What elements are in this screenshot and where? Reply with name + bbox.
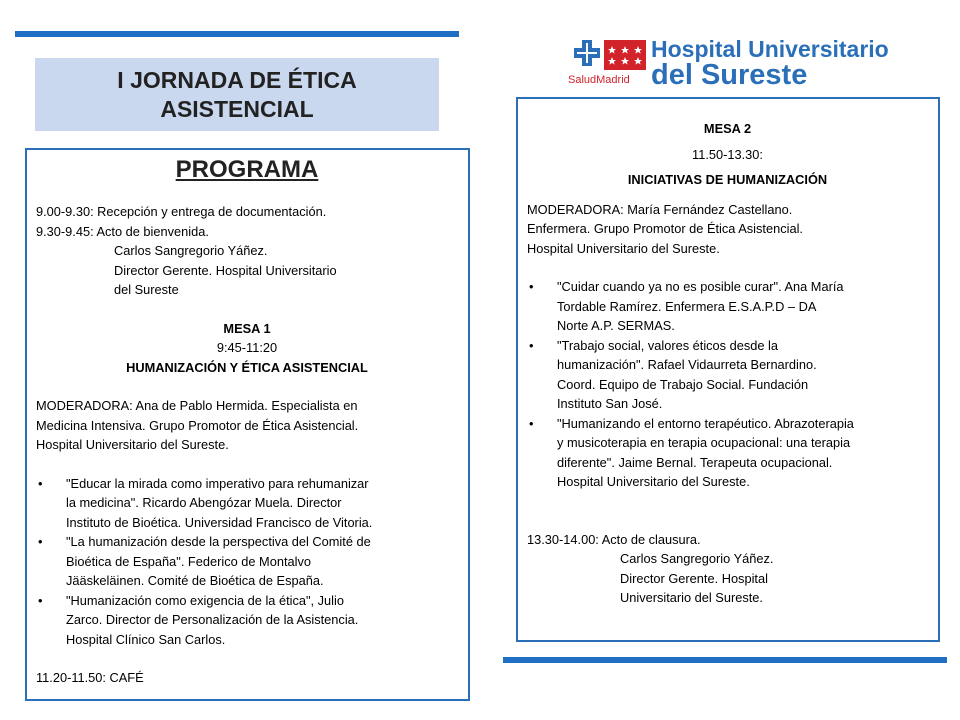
event-title	[35, 58, 439, 131]
welcome-speaker-name: Carlos Sangregorio Yáñez.	[114, 243, 268, 258]
hospital-name-line1: Hospital Universitario	[651, 36, 889, 62]
talk-line: Instituto San José.	[557, 396, 663, 411]
event-title-line2: ASISTENCIAL	[160, 95, 314, 122]
closing-item: 13.30-14.00: Acto de clausura.	[527, 531, 701, 547]
closing-speaker-role: Director Gerente. Hospital	[620, 570, 768, 586]
mesa2-theme: INICIATIVAS DE HUMANIZACIÓN	[627, 172, 828, 187]
bullet: •	[529, 415, 534, 431]
talk-line: "Humanización como exigencia de la ética", Julio	[66, 592, 344, 608]
talk-line: "Educar la mirada como imperativo para rehumanizar	[66, 475, 369, 491]
program-panel-left	[25, 148, 470, 701]
hospital-logo	[568, 36, 898, 92]
schedule-item-reception: 9.00-9.30: Recepción y entrega de documentación.	[36, 204, 327, 219]
mesa1-title: MESA 1	[223, 320, 271, 336]
program-heading: PROGRAMA	[175, 156, 319, 183]
welcome-speaker-role: Director Gerente. Hospital Universitario	[114, 262, 337, 278]
mesa1-time: 9:45-11:20	[216, 340, 278, 355]
mesa2-time: 11.50-13.30:	[692, 146, 763, 162]
hospital-name-line2: del Sureste	[651, 59, 808, 91]
bullet: •	[38, 534, 43, 549]
list-item	[527, 414, 928, 492]
mesa1-moderator-line2: Medicina Intensiva. Grupo Promotor de Ética Asistencial.	[36, 417, 359, 433]
bullet: •	[529, 279, 534, 294]
program-panel-right	[516, 97, 940, 642]
mesa1-theme: HUMANIZACIÓN Y ÉTICA ASISTENCIAL	[126, 359, 368, 375]
talk-line: humanización". Rafael Vidaurreta Bernardino.	[557, 357, 817, 372]
list-item	[36, 591, 458, 650]
mesa1-talk-list	[36, 474, 458, 650]
mesa2-moderator-line1: MODERADORA: María Fernández Castellano.	[527, 201, 793, 217]
schedule-item-welcome: 9.30-9.45: Acto de bienvenida.	[36, 223, 209, 239]
list-item	[527, 277, 928, 336]
list-item	[36, 532, 458, 591]
mesa2-moderator-line2: Enfermera. Grupo Promotor de Ética Asistencial.	[527, 221, 803, 236]
talk-line: Hospital Universitario del Sureste.	[557, 474, 750, 489]
mesa1-moderator-line1: MODERADORA: Ana de Pablo Hermida. Especialista en	[36, 398, 358, 413]
talk-line: "La humanización desde la perspectiva del Comité de	[66, 534, 371, 549]
talk-line: Bioética de España". Federico de Montalvo	[66, 553, 311, 569]
coffee-break: 11.20-11.50: CAFÉ	[36, 670, 144, 685]
talk-line: "Cuidar cuando ya no es posible curar". Ana María	[557, 279, 844, 294]
talk-line: Tordable Ramírez. Enfermera E.S.A.P.D – DA	[557, 298, 817, 314]
talk-line: Instituto de Bioética. Universidad Francisco de Vitoria.	[66, 514, 373, 530]
salud-madrid-label: SaludMadrid	[568, 74, 630, 86]
cross-and-flag-logo-icon	[568, 36, 648, 74]
mesa2-talk-list	[527, 277, 928, 492]
talk-line: diferente". Jaime Bernal. Terapeuta ocupacional.	[557, 454, 833, 470]
talk-line: Jääskeläinen. Comité de Bioética de España.	[66, 573, 324, 588]
talk-line: Coord. Equipo de Trabajo Social. Fundación	[557, 376, 809, 392]
talk-line: y musicoterapia en terapia ocupacional: una terapia	[557, 435, 851, 450]
talk-line: "Humanizando el entorno terapéutico. Abrazoterapia	[557, 415, 854, 431]
list-item	[36, 474, 458, 533]
closing-speaker-name: Carlos Sangregorio Yáñez.	[620, 551, 774, 566]
bullet: •	[529, 337, 534, 353]
welcome-speaker-role-cont: del Sureste	[114, 282, 179, 297]
bottom-right-rule	[503, 657, 947, 663]
talk-line: la medicina". Ricardo Abengózar Muela. Director	[66, 495, 342, 510]
event-title-line1: I JORNADA DE ÉTICA	[117, 66, 357, 93]
talk-line: Norte A.P. SERMAS.	[557, 318, 675, 333]
mesa2-moderator-line3: Hospital Universitario del Sureste.	[527, 240, 720, 256]
top-left-rule	[15, 31, 459, 37]
list-item	[527, 336, 928, 414]
talk-line: Zarco. Director de Personalización de la Asistencia.	[66, 612, 359, 627]
talk-line: Hospital Clínico San Carlos.	[66, 631, 226, 647]
closing-speaker-role-cont: Universitario del Sureste.	[620, 590, 763, 605]
mesa2-title: MESA 2	[703, 121, 752, 136]
talk-line: "Trabajo social, valores éticos desde la	[557, 337, 779, 353]
bullet: •	[38, 592, 43, 608]
mesa1-moderator-line3: Hospital Universitario del Sureste.	[36, 437, 229, 452]
bullet: •	[38, 475, 43, 491]
